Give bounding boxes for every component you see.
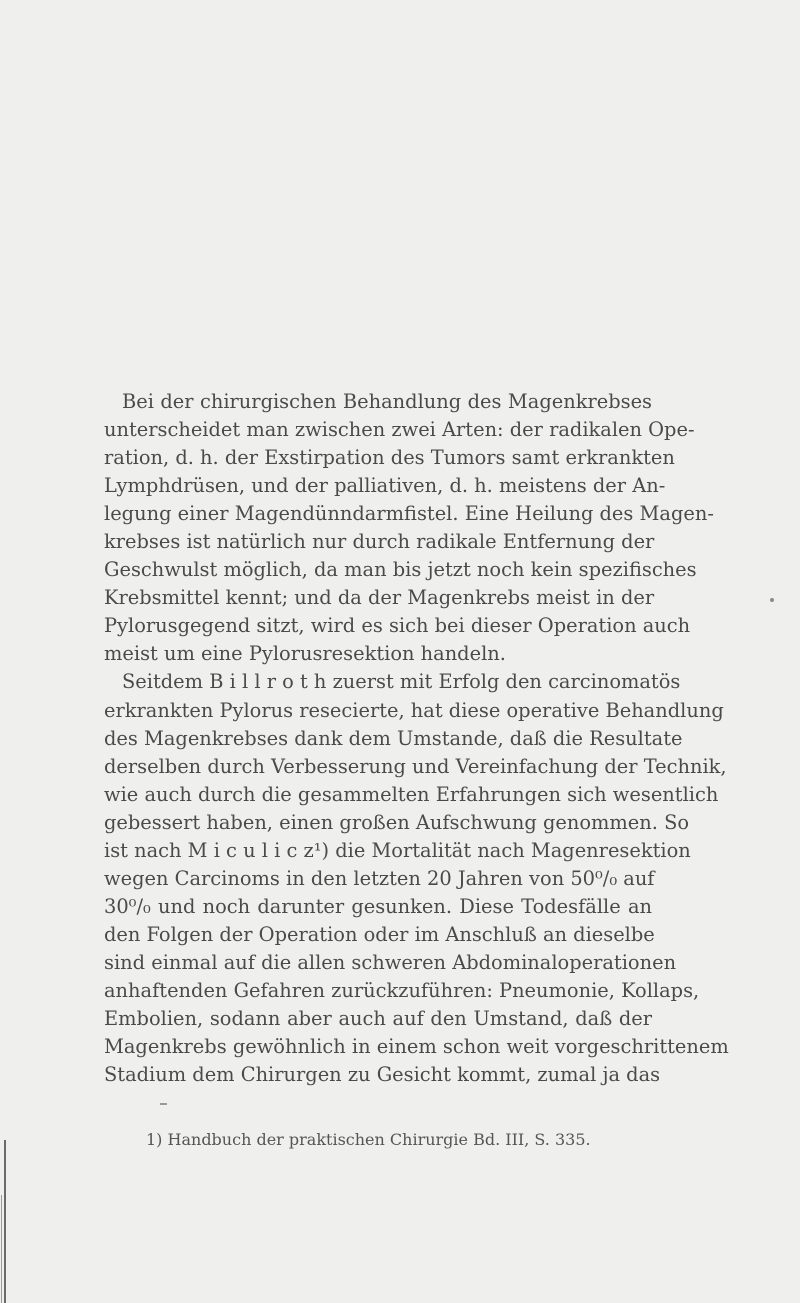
text-line: krebses ist natürlich nur durch radikale Entfernung der	[104, 530, 655, 554]
text-line: meist um eine Pylorusresektion handeln.	[104, 642, 506, 666]
text-line: Geschwulst möglich, da man bis jetzt noch kein spezifisches	[104, 558, 697, 582]
text-line: Magenkrebs gewöhnlich in einem schon weit vorgeschrittenem	[104, 1035, 729, 1059]
text-line: ration, d. h. der Exstirpation des Tumors samt erkrankten	[104, 446, 675, 470]
text-line: gebessert haben, einen großen Aufschwung genommen. So	[104, 810, 690, 834]
text-line: unterscheidet man zwischen zwei Arten: der radikalen Ope-	[104, 418, 695, 442]
page-edge-line	[4, 1140, 6, 1303]
text-line: derselben durch Verbesserung und Vereinfachung der Technik,	[104, 754, 727, 778]
text-line: legung einer Magendünndarmfistel. Eine Heilung des Magen-	[104, 502, 714, 526]
footnote	[146, 1129, 666, 1151]
text-line: Stadium dem Chirurgen zu Gesicht kommt, zumal ja das	[104, 1063, 661, 1087]
text-line: Seitdem B i l l r o t h zuerst mit Erfolg den carcinomatös	[122, 670, 681, 694]
paragraph-2	[104, 668, 729, 1089]
text-line: wie auch durch die gesammelten Erfahrungen sich wesentlich	[104, 782, 719, 806]
scan-speck	[770, 598, 774, 602]
text-line: den Folgen der Operation oder im Anschluß an dieselbe	[104, 922, 655, 946]
text-line: anhaftenden Gefahren zurückzuführen: Pneumonie, Kollaps,	[104, 978, 700, 1002]
text-line: wegen Carcinoms in den letzten 20 Jahren von 50⁰/₀ auf	[104, 866, 655, 890]
paragraph-1	[104, 388, 714, 668]
page-edge-line	[1, 1195, 2, 1303]
body-text	[104, 388, 729, 1089]
text-line: Krebsmittel kennt; und da der Magenkrebs meist in der	[104, 586, 655, 610]
text-line: ist nach M i c u l i c z¹) die Mortalität nach Magenresektion	[104, 838, 691, 862]
text-line: Lymphdrüsen, und der palliativen, d. h. meistens der An-	[104, 474, 666, 498]
text-line: Pylorusgegend sitzt, wird es sich bei dieser Operation auch	[104, 614, 691, 638]
text-line: des Magenkrebses dank dem Umstande, daß die Resultate	[104, 726, 683, 750]
text-line: sind einmal auf die allen schweren Abdominaloperationen	[104, 950, 677, 974]
footnote-marker: 1)	[146, 1130, 163, 1149]
text-line: Bei der chirurgischen Behandlung des Magenkrebses	[122, 390, 652, 413]
scan-speck	[160, 1103, 167, 1105]
footnote-text: Handbuch der praktischen Chirurgie Bd. III, S. 335.	[167, 1130, 591, 1149]
text-line: 30⁰/₀ und noch darunter gesunken. Diese Todesfälle an	[104, 894, 652, 918]
text-line: Embolien, sodann aber auch auf den Umstand, daß der	[104, 1007, 652, 1031]
text-line: erkrankten Pylorus resecierte, hat diese operative Behandlung	[104, 698, 724, 722]
